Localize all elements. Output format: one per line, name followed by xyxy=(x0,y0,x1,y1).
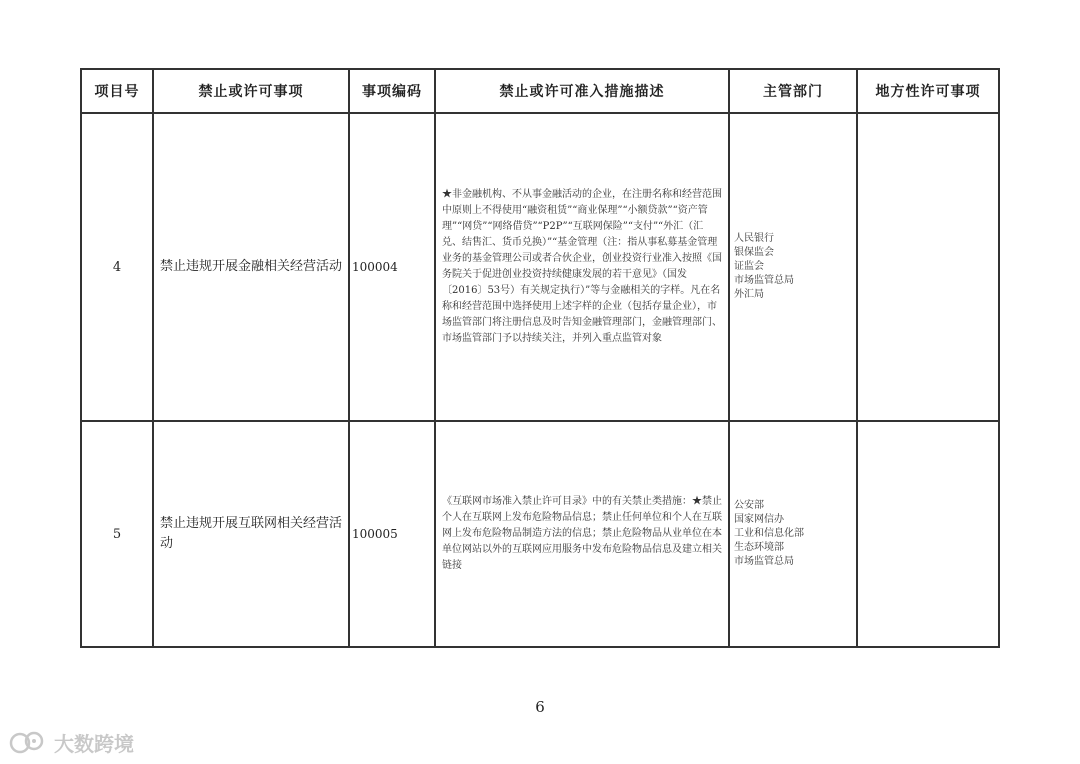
department-item: 工业和信息化部 xyxy=(734,528,804,539)
code-cell: 100004 xyxy=(349,113,435,421)
header-item-number: 项目号 xyxy=(81,69,153,113)
item-number-cell: 5 xyxy=(81,421,153,647)
department-item: 市场监管总局 xyxy=(734,556,794,567)
regulation-table xyxy=(80,68,1000,648)
header-code: 事项编码 xyxy=(349,69,435,113)
table-row xyxy=(81,113,999,421)
watermark-text: 大数跨境 xyxy=(54,732,134,756)
page-number: 6 xyxy=(535,698,545,716)
table-row xyxy=(81,421,999,647)
department-item: 生态环境部 xyxy=(734,542,784,553)
department-item: 银保监会 xyxy=(734,247,774,258)
header-local-license: 地方性许可事项 xyxy=(857,69,999,113)
department-item: 市场监管总局 xyxy=(734,275,794,286)
table-header-row xyxy=(81,69,999,113)
header-measure-description: 禁止或许可准入措施描述 xyxy=(435,69,729,113)
item-number-cell: 4 xyxy=(81,113,153,421)
department-item: 外汇局 xyxy=(734,289,764,300)
department-item: 人民银行 xyxy=(734,233,774,244)
department-cell xyxy=(729,113,857,421)
description-cell: ★非金融机构、不从事金融活动的企业，在注册名称和经营范围中原则上不得使用“融资租赁”“商业保理”“小额贷款”“资产管理”“网贷”“网络借贷”“P2P”“互联网保险”“支付”“外汇（汇兑、结售汇、货币兑换）”“基金管理（注：指从事私募基金管理业务的基金管理公司或者合伙企业，创业投资行业准入按照《国务院关于促进创业投资持续健康发展的若干意见》（国发〔2016〕53号）有关规定执行）”等与金融相关的字样。凡在名称和经营范围中选择使用上述字样的企业（包括存量企业），市场监管部门将注册信息及时告知金融管理部门，金融管理部门、市场监管部门予以持续关注，并列入重点监管对象 xyxy=(435,113,729,421)
department-item: 证监会 xyxy=(734,261,764,272)
local-license-cell xyxy=(857,113,999,421)
local-license-cell xyxy=(857,421,999,647)
matter-cell: 禁止违规开展金融相关经营活动 xyxy=(153,113,349,421)
chat-bubbles-icon xyxy=(8,731,48,755)
department-item: 公安部 xyxy=(734,500,764,511)
code-cell: 100005 xyxy=(349,421,435,647)
header-matter: 禁止或许可事项 xyxy=(153,69,349,113)
department-item: 国家网信办 xyxy=(734,514,784,525)
watermark xyxy=(8,728,134,757)
description-cell: 《互联网市场准入禁止许可目录》中的有关禁止类措施：★禁止个人在互联网上发布危险物品信息；禁止任何单位和个人在互联网上发布危险物品制造方法的信息；禁止危险物品从业单位在本单位网站以外的互联网应用服务中发布危险物品信息及建立相关链接 xyxy=(435,421,729,647)
matter-cell: 禁止违规开展互联网相关经营活动 xyxy=(153,421,349,647)
header-department: 主管部门 xyxy=(729,69,857,113)
department-cell xyxy=(729,421,857,647)
